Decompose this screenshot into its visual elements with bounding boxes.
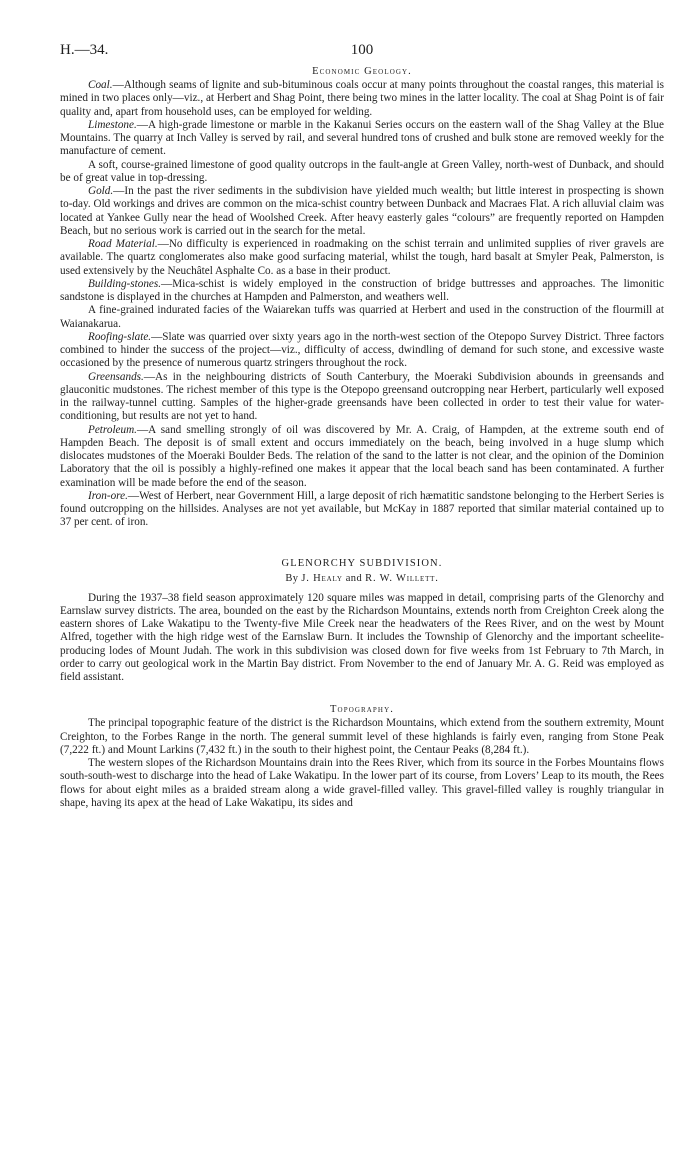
section-heading-topography: Topography.	[330, 704, 394, 716]
term-road-material: Road Material.	[88, 238, 158, 250]
page-number: 100	[350, 42, 374, 58]
section-heading-economic-geology: Economic Geology.	[312, 66, 412, 77]
paragraph-roofing-slate: Roofing-slate.—Slate was quarried over sixty years ago in the north-west section of the Otepopo Survey District. Three factors combined to hinder the success of the project—viz., difficulty of access, dwindling of demand for such stone, and excessive waste occasioned by the presence of numerous quartz stringers throughout the rock.	[60, 330, 664, 370]
paragraph-petroleum: Petroleum.—A sand smelling strongly of oil was discovered by Mr. A. Craig, of Hampden, at the extreme south end of Hampden Beach. The deposit is of small extent and occurs immediately on the beach, being involved in a huge slump which dislocates mudstones of the Moeraki Boulder Beds. The relation of the sand to the latter is not clear, and the opinion of the Dominion Laboratory that the oil is possibly a highly-refined one makes it appear that the local beach sand has been contaminated. A further examination will be made before the end of the season.	[60, 423, 664, 489]
document-reference: H.—34.	[60, 42, 109, 58]
paragraph-soft-limestone: A soft, course-grained limestone of good quality outcrops in the fault-angle at Green Valley, north-west of Dunback, and should be of great value in top-dressing.	[60, 158, 664, 184]
paragraph-gold: Gold.—In the past the river sediments in the subdivision have yielded much wealth; but little interest in prospecting is shown to-day. Old workings and drives are common on the mica-schist country between Dunback and Macraes Flat. A rich alluvial claim was located at Yankee Gully near the head of Woolshed Creek. After heavy easterly gales “colours” are frequently reported on Hampden Beach, but no serious work is carried out in the search for the metal.	[60, 185, 664, 237]
term-petroleum: Petroleum.	[88, 423, 137, 436]
term-greensands: Greensands.	[88, 370, 144, 383]
topography-section	[60, 717, 664, 810]
paragraph-limestone: Limestone.—A high-grade limestone or marble in the Kakanui Series occurs on the eastern wall of the Shag Valley at the Blue Mountains. The quarry at Inch Valley is served by rail, and several hundred tons of crushed and bulk stone are removed weekly for the manufacture of cement.	[60, 118, 664, 158]
paragraph-coal: Coal.—Although seams of lignite and sub-bituminous coals occur at many points throughout the coastal ranges, this material is mined in two places only—viz., at Herbert and Shag Point, there being two mines in the latter locality. The coal at Shag Point is of fair quality and, apart from household uses, can be employed for welding.	[60, 79, 664, 118]
term-iron-ore: Iron-ore.	[88, 489, 128, 502]
paragraph-topography-2: The western slopes of the Richardson Mountains drain into the Rees River, which from its source in the Forbes Mountains flows south-south-west to discharge into the head of Lake Wakatipu. In the lower part of its course, from Lovers’ Leap to its mouth, the Rees flows for about eight miles as a braided stream along a wide gravel-filled valley. This gravel-filled valley is roughly triangular in shape, having its apex at the head of Lake Wakatipu, its sides and	[60, 757, 664, 809]
byline: By J. Healy and R. W. Willett.	[285, 572, 439, 584]
term-limestone: Limestone.	[88, 118, 137, 131]
economic-geology-section	[60, 79, 664, 530]
section-heading-glenorchy: GLENORCHY SUBDIVISION.	[281, 557, 443, 569]
term-gold: Gold.	[88, 185, 114, 197]
term-building-stones: Building-stones.	[88, 277, 162, 290]
term-roofing-slate: Roofing-slate.	[88, 330, 152, 343]
section-spacer	[60, 530, 664, 554]
paragraph-road-material: Road Material.—No difficulty is experienced in roadmaking on the schist terrain and unlimited supplies of river gravels are available. The quartz conglomerates also make good surfacing material, whilst the tough, hard basalt at Smyler Peak, Palmerston, is used extensively by the Neuchâtel Asphalte Co. as a base in their product.	[60, 238, 664, 277]
page-header	[60, 42, 664, 64]
paragraph-iron-ore: Iron-ore.—West of Herbert, near Government Hill, a large deposit of rich hæmatitic sandstone belonging to the Herbert Series is found outcropping on the hillsides. Analyses are not yet available, but McKay in 1887 reported that similar material contained up to 37 per cent. of iron.	[60, 489, 664, 529]
paragraph-topography-1: The principal topographic feature of the district is the Richardson Mountains, which extend from the southern extremity, Mount Creighton, to the Forbes Range in the north. The general summit level of these highlands is fairly even, ranging from Stone Peak (7,222 ft.) and Mount Larkins (7,432 ft.) in the south to their highest point, the Centaur Peaks (8,284 ft.).	[60, 717, 664, 756]
paragraph-greensands: Greensands.—As in the neighbouring districts of South Canterbury, the Moeraki Subdivision abounds in greensands and glauconitic mudstones. The richest member of this type is the Otepopo greensand outcropping near Herbert, particularly well exposed in the railway-tunnel cutting. Samples of the higher-grade greensands have been collected in order to test their value for water-conditioning, but results are not yet to hand.	[60, 370, 664, 423]
paragraph-glenorchy-intro: During the 1937–38 field season approximately 120 square miles was mapped in detail, comprising parts of the Glenorchy and Earnslaw survey districts. The area, bounded on the east by the Richardson Mountains, extends north from Creighton Creek along the eastern shores of Lake Wakatipu to the Twenty-five Mile Creek near the headwaters of the Rees River, and on the west by Mount Alfred, together with the high ridge west of the Earnslaw Burn. It includes the Township of Glenorchy and the important scheelite-producing lodes of Mount Judah. The work in this subdivision was closed down for five weeks from 1st February to 7th March, in order to carry out geological work in the Martin Bay district. From November to the end of January Mr. A. G. Reid was employed as field assistant.	[60, 591, 664, 683]
paragraph-waiarekan-tuffs: A fine-grained indurated facies of the Waiarekan tuffs was quarried at Herbert and used in the construction of the flourmill at Waianakarua.	[60, 304, 664, 330]
paragraph-building-stones: Building-stones.—Mica-schist is widely employed in the construction of bridge buttresses and approaches. The limonitic sandstone is displayed in the churches at Hampden and Palmerston, and weathers well.	[60, 277, 664, 303]
term-coal: Coal.	[88, 79, 113, 91]
author-willett: R. W. Willett.	[365, 572, 439, 584]
section-spacer	[60, 684, 664, 700]
glenorchy-section	[60, 592, 664, 685]
author-healy: J. Healy	[301, 572, 343, 584]
